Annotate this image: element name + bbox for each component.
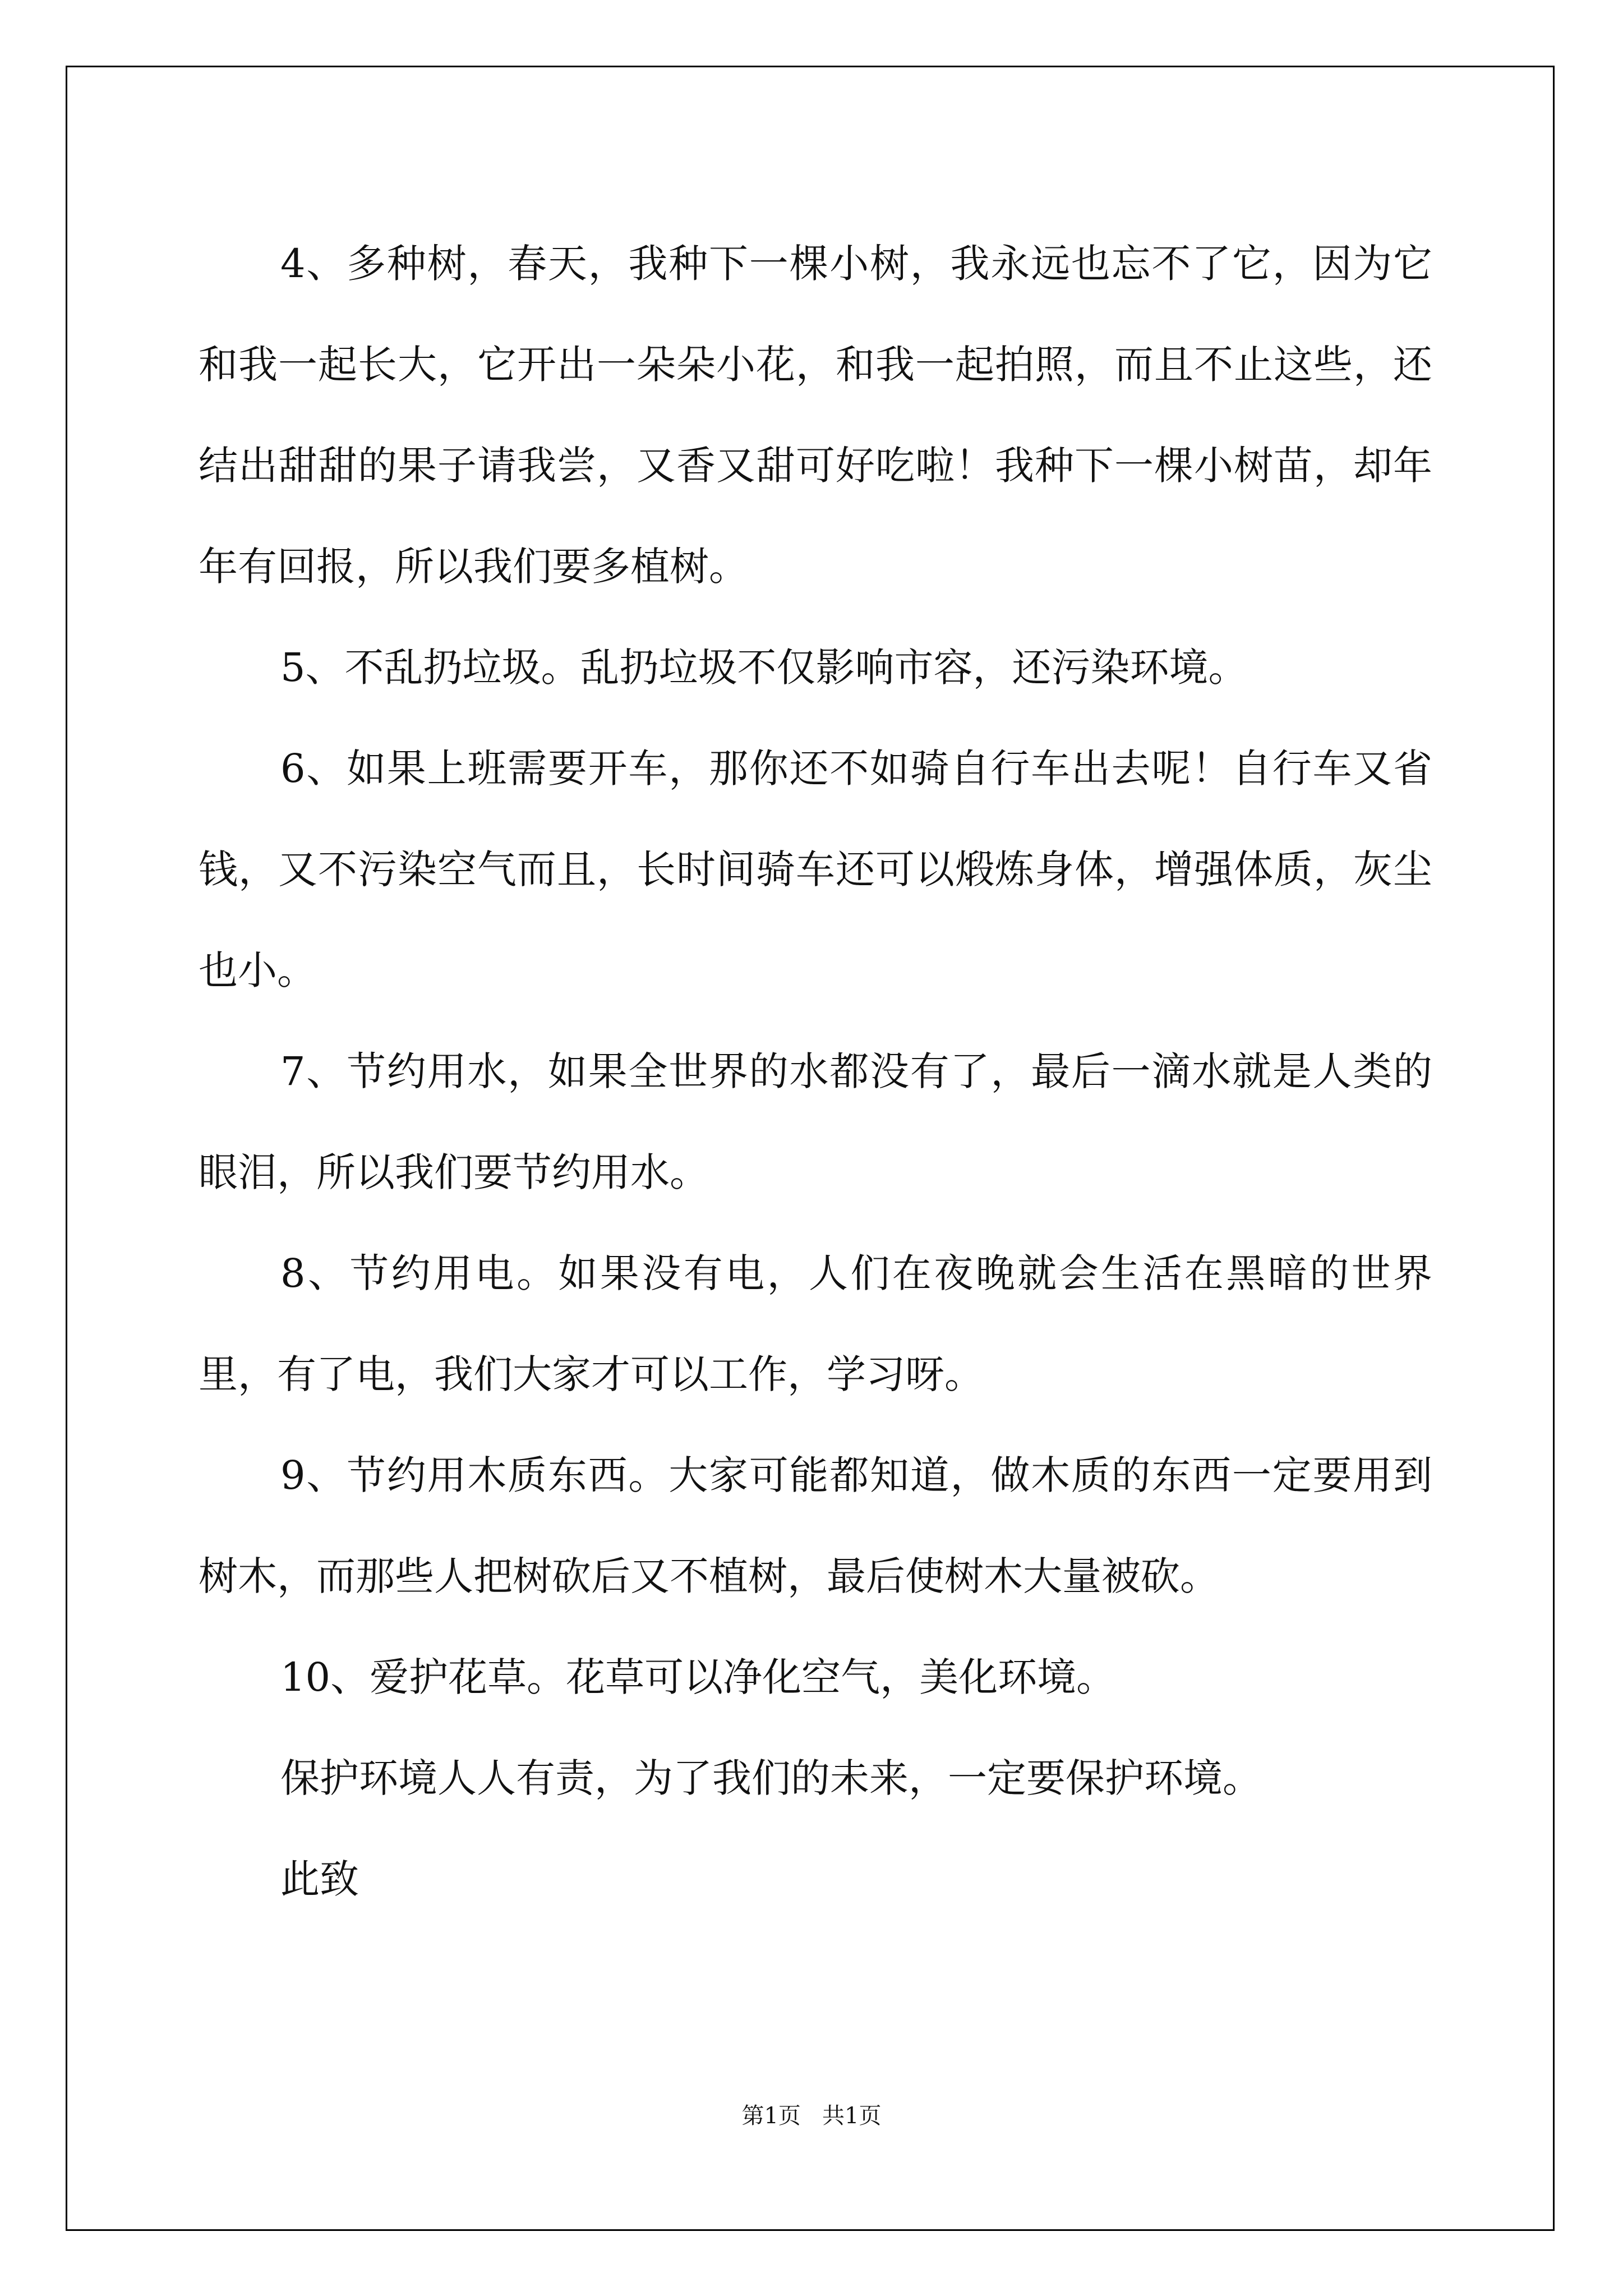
paragraph-5-no-littering: 5、不乱扔垃圾。乱扔垃圾不仅影响市容，还污染环境。 xyxy=(280,645,1248,691)
paragraph-10-protect-plants: 10、爱护花草。花草可以净化空气，美化环境。 xyxy=(280,1654,1116,1700)
paragraph-7-save-water: 7、节约用水，如果全世界的水都没有了，最后一滴水就是人类的眼泪，所以我们要节约用水。 xyxy=(199,1048,1432,1195)
page-number: 第1页 共1页 xyxy=(741,2103,882,2129)
paragraph-8-save-electricity: 8、节约用电。如果没有电，人们在夜晚就会生活在黑暗的世界里，有了电，我们大家才可以工作，学习呀。 xyxy=(199,1250,1432,1397)
paragraph-9-save-wood: 9、节约用木质东西。大家可能都知道，做木质的东西一定要用到树木，而那些人把树砍后又不植树，最后使树木大量被砍。 xyxy=(199,1452,1432,1599)
salutation: 此致 xyxy=(280,1856,359,1902)
paragraph-6-cycling: 6、如果上班需要开车，那你还不如骑自行车出去呢！自行车又省钱，又不污染空气而且，长时间骑车还可以煅炼身体，增强体质，灰尘也小。 xyxy=(199,746,1432,993)
document-body xyxy=(199,213,1432,1930)
paragraph-4-plant-trees: 4、多种树，春天，我种下一棵小树，我永远也忘不了它，因为它和我一起长大，它开出一朵朵小花，和我一起拍照，而且不止这些，还结出甜甜的果子请我尝，又香又甜可好吃啦！我种下一棵小树苗，却年年有回报，所以我们要多植树。 xyxy=(199,241,1432,590)
closing-statement: 保护环境人人有责，为了我们的未来，一定要保护环境。 xyxy=(280,1755,1262,1801)
